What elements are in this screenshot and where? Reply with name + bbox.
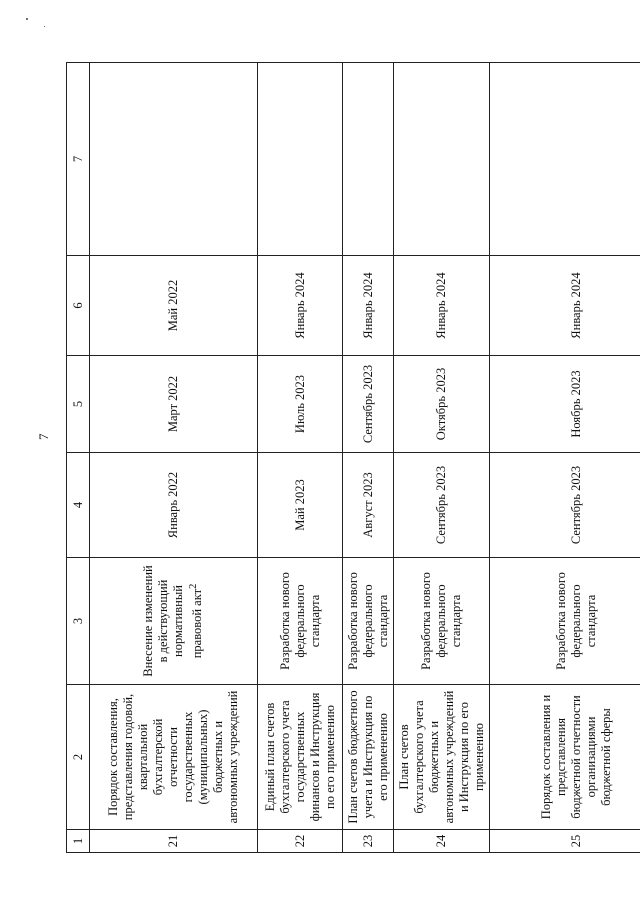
scan-speck — [26, 18, 28, 20]
empty-cell — [394, 63, 490, 256]
date-end: Январь 2024 — [258, 256, 343, 356]
row-number: 24 — [394, 830, 490, 853]
empty-cell — [90, 63, 258, 256]
date-start: Сентябрь 2023 — [490, 453, 640, 558]
row-number: 23 — [343, 830, 394, 853]
empty-cell — [490, 63, 640, 256]
table-container — [66, 62, 640, 853]
header-cell: 4 — [67, 453, 90, 558]
date-start: Август 2023 — [343, 453, 394, 558]
row-number: 22 — [258, 830, 343, 853]
action-cell: Разработка нового федерального стандарта — [343, 558, 394, 685]
table-row — [90, 63, 258, 853]
table-row — [394, 63, 490, 853]
header-cell: 3 — [67, 558, 90, 685]
date-mid: Июль 2023 — [258, 356, 343, 453]
scan-speck — [44, 26, 45, 27]
header-cell: 6 — [67, 256, 90, 356]
table-row — [490, 63, 640, 853]
date-end: Январь 2024 — [394, 256, 490, 356]
action-cell: Разработка нового федерального стандарта — [394, 558, 490, 685]
date-end: Январь 2024 — [343, 256, 394, 356]
footnote-marker: 2 — [188, 583, 200, 589]
document-name: Единый план счетов бухгалтерского учета государственных финансов и Инструкция по его применению — [258, 685, 343, 830]
header-cell: 2 — [67, 685, 90, 830]
document-name: Порядок составления и представления бюджетной отчетности организациями бюджетной сферы — [490, 685, 640, 830]
row-number: 25 — [490, 830, 640, 853]
action-text: Внесение изменений в действующий нормативный правовой акт — [141, 565, 205, 677]
document-name: План счетов бухгалтерского учета бюджетных и автономных учреждений и Инструкция по его применению — [394, 685, 490, 830]
action-cell: Разработка нового федерального стандарта — [258, 558, 343, 685]
header-cell: 5 — [67, 356, 90, 453]
plan-table — [66, 62, 640, 853]
table-row — [258, 63, 343, 853]
date-mid: Октябрь 2023 — [394, 356, 490, 453]
empty-cell — [258, 63, 343, 256]
action-cell: Разработка нового федерального стандарта — [490, 558, 640, 685]
table-row — [343, 63, 394, 853]
header-row — [67, 63, 90, 853]
page-number: 7 — [36, 433, 51, 440]
date-start: Май 2023 — [258, 453, 343, 558]
date-mid: Март 2022 — [90, 356, 258, 453]
document-name: Порядок составления, представления годовой, квартальной бухгалтерской отчетности государственных (муниципальных) бюджетных и автономных учреждений — [90, 685, 258, 830]
rotated-table-frame — [66, 62, 640, 853]
date-end: Январь 2024 — [490, 256, 640, 356]
header-cell: 7 — [67, 63, 90, 256]
date-start: Январь 2022 — [90, 453, 258, 558]
header-cell: 1 — [67, 830, 90, 853]
row-number: 21 — [90, 830, 258, 853]
date-end: Май 2022 — [90, 256, 258, 356]
date-mid: Сентябрь 2023 — [343, 356, 394, 453]
date-mid: Ноябрь 2023 — [490, 356, 640, 453]
action-cell — [90, 558, 258, 685]
empty-cell — [343, 63, 394, 256]
document-name: План счетов бюджетного учета и Инструкция по его применению — [343, 685, 394, 830]
date-start: Сентябрь 2023 — [394, 453, 490, 558]
